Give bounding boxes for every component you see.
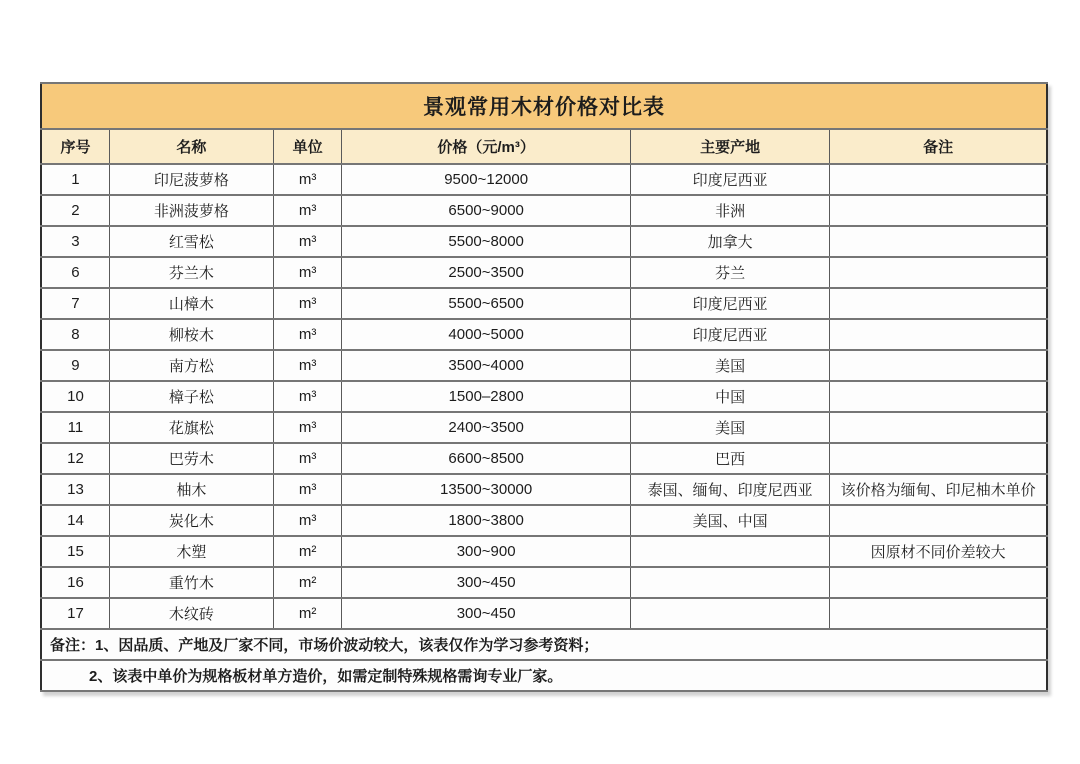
cell-name: 非洲菠萝格 [109, 195, 273, 226]
cell-remark [830, 443, 1047, 474]
table-row [41, 350, 1047, 381]
cell-origin: 印度尼西亚 [631, 288, 830, 319]
cell-origin: 泰国、缅甸、印度尼西亚 [631, 474, 830, 505]
cell-origin [631, 536, 830, 567]
note-text: 2、该表中单价为规格板材单方造价，如需定制特殊规格需询专业厂家。 [41, 660, 1047, 691]
table-row [41, 536, 1047, 567]
cell-remark [830, 350, 1047, 381]
cell-origin: 加拿大 [631, 226, 830, 257]
table-row [41, 257, 1047, 288]
cell-index: 12 [41, 443, 109, 474]
cell-price: 13500~30000 [342, 474, 631, 505]
cell-unit: m³ [273, 195, 341, 226]
cell-remark [830, 319, 1047, 350]
cell-unit: m³ [273, 381, 341, 412]
cell-unit: m³ [273, 319, 341, 350]
cell-remark [830, 412, 1047, 443]
cell-remark: 该价格为缅甸、印尼柚木单价 [830, 474, 1047, 505]
cell-price: 6600~8500 [342, 443, 631, 474]
cell-remark [830, 226, 1047, 257]
table-row [41, 598, 1047, 629]
cell-origin: 美国 [631, 412, 830, 443]
cell-price: 6500~9000 [342, 195, 631, 226]
cell-name: 炭化木 [109, 505, 273, 536]
wood-price-table [40, 82, 1048, 692]
cell-remark: 因原材不同价差较大 [830, 536, 1047, 567]
cell-origin: 美国 [631, 350, 830, 381]
cell-index: 7 [41, 288, 109, 319]
cell-price: 300~900 [342, 536, 631, 567]
cell-unit: m³ [273, 505, 341, 536]
cell-unit: m³ [273, 164, 341, 195]
cell-price: 3500~4000 [342, 350, 631, 381]
cell-index: 9 [41, 350, 109, 381]
cell-name: 木纹砖 [109, 598, 273, 629]
cell-unit: m² [273, 598, 341, 629]
cell-remark [830, 288, 1047, 319]
cell-origin: 印度尼西亚 [631, 164, 830, 195]
cell-price: 1800~3800 [342, 505, 631, 536]
col-header-index: 序号 [41, 129, 109, 164]
cell-price: 2500~3500 [342, 257, 631, 288]
cell-unit: m³ [273, 474, 341, 505]
page-title: 景观常用木材价格对比表 [41, 83, 1047, 129]
cell-name: 樟子松 [109, 381, 273, 412]
cell-name: 芬兰木 [109, 257, 273, 288]
cell-name: 柚木 [109, 474, 273, 505]
cell-price: 5500~6500 [342, 288, 631, 319]
cell-remark [830, 567, 1047, 598]
table-row [41, 567, 1047, 598]
cell-index: 17 [41, 598, 109, 629]
table-row [41, 412, 1047, 443]
table-row [41, 288, 1047, 319]
col-header-unit: 单位 [273, 129, 341, 164]
table-notes [41, 629, 1047, 691]
table-row [41, 226, 1047, 257]
cell-origin [631, 598, 830, 629]
header-row [41, 129, 1047, 164]
table-row [41, 381, 1047, 412]
cell-index: 3 [41, 226, 109, 257]
col-header-origin: 主要产地 [631, 129, 830, 164]
cell-index: 14 [41, 505, 109, 536]
cell-index: 15 [41, 536, 109, 567]
cell-unit: m³ [273, 443, 341, 474]
cell-name: 木塑 [109, 536, 273, 567]
cell-unit: m³ [273, 350, 341, 381]
col-header-price: 价格（元/m³） [342, 129, 631, 164]
cell-index: 2 [41, 195, 109, 226]
cell-origin: 印度尼西亚 [631, 319, 830, 350]
cell-remark [830, 195, 1047, 226]
cell-name: 山樟木 [109, 288, 273, 319]
cell-remark [830, 598, 1047, 629]
cell-price: 300~450 [342, 567, 631, 598]
cell-origin [631, 567, 830, 598]
cell-unit: m² [273, 536, 341, 567]
cell-remark [830, 505, 1047, 536]
cell-index: 11 [41, 412, 109, 443]
table-row [41, 164, 1047, 195]
table-row [41, 505, 1047, 536]
cell-index: 6 [41, 257, 109, 288]
cell-index: 8 [41, 319, 109, 350]
cell-unit: m³ [273, 226, 341, 257]
cell-name: 印尼菠萝格 [109, 164, 273, 195]
cell-price: 9500~12000 [342, 164, 631, 195]
cell-remark [830, 381, 1047, 412]
cell-price: 5500~8000 [342, 226, 631, 257]
cell-name: 花旗松 [109, 412, 273, 443]
cell-name: 红雪松 [109, 226, 273, 257]
table-body [41, 164, 1047, 629]
cell-name: 柳桉木 [109, 319, 273, 350]
cell-origin: 巴西 [631, 443, 830, 474]
col-header-name: 名称 [109, 129, 273, 164]
cell-origin: 美国、中国 [631, 505, 830, 536]
cell-index: 1 [41, 164, 109, 195]
cell-index: 10 [41, 381, 109, 412]
cell-index: 16 [41, 567, 109, 598]
note-row [41, 660, 1047, 691]
note-row [41, 629, 1047, 660]
cell-price: 4000~5000 [342, 319, 631, 350]
table-row [41, 195, 1047, 226]
note-text: 备注：1、因品质、产地及厂家不同，市场价波动较大，该表仅作为学习参考资料； [41, 629, 1047, 660]
cell-unit: m³ [273, 257, 341, 288]
cell-origin: 中国 [631, 381, 830, 412]
cell-name: 南方松 [109, 350, 273, 381]
cell-name: 重竹木 [109, 567, 273, 598]
cell-unit: m³ [273, 412, 341, 443]
cell-unit: m³ [273, 288, 341, 319]
cell-index: 13 [41, 474, 109, 505]
title-row [41, 83, 1047, 129]
cell-origin: 非洲 [631, 195, 830, 226]
cell-origin: 芬兰 [631, 257, 830, 288]
cell-remark [830, 164, 1047, 195]
cell-name: 巴劳木 [109, 443, 273, 474]
table-row [41, 474, 1047, 505]
cell-unit: m² [273, 567, 341, 598]
table-row [41, 443, 1047, 474]
table-row [41, 319, 1047, 350]
cell-price: 300~450 [342, 598, 631, 629]
cell-remark [830, 257, 1047, 288]
cell-price: 1500–2800 [342, 381, 631, 412]
cell-price: 2400~3500 [342, 412, 631, 443]
col-header-remark: 备注 [830, 129, 1047, 164]
